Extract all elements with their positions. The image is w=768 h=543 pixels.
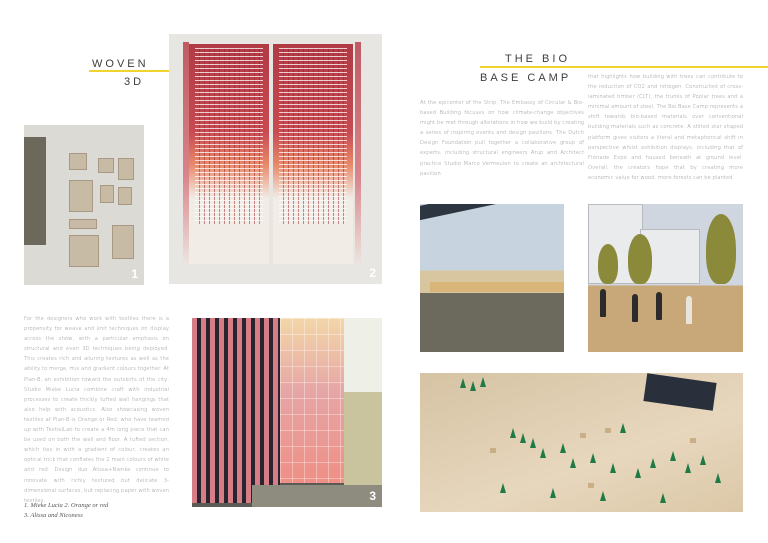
photo-captions (24, 501, 174, 521)
woven-panel-right (273, 44, 353, 264)
heading-line-1: THE BIO (505, 53, 571, 65)
photo-number: 1 (131, 267, 138, 281)
photo-visitors-trees (588, 204, 743, 352)
photo-3-woven-curtains (192, 318, 382, 507)
woven-body-text: For the designers who work with textiles there is a propensity for weave and knit techniques on display across the show, with a particular emphasis on structural and even 3D techniques being deployed. This creates rich and alluring textures as well as the ability to merge, mix and gradient colours together. At Plan-B, an exhibition toward the outskirts of the city, Studio Mieke Lucia combine craft with industrial processes to create thickly tufted wall hangings that also help with acoustics. Also showcasing woven textiles at Plan-B is Orange or Red, who have teamed up with TextielLab to create a 4m long piece that can be used on both the wall and floor. A tufted section, which ties in with a gradient of colour, creates an optical trick that conflates the 2 main colours of white and red. Design duo Alissa+Nienke continue to innovate with richly textured but delicate 3-dimensional surfaces, but replacing paper with woven textiles. (24, 316, 169, 504)
dark-panel (24, 137, 46, 245)
photo-1-wall-tiles (24, 125, 144, 285)
heading-line-1: WOVEN (92, 58, 149, 70)
photo-2-woven-hanging (169, 34, 382, 284)
caption-line-2: 3. Alissa and Niconess (24, 512, 83, 519)
bio-body-column-1: At the epicenter of the Strip, The Embassy of Circular & Bio-based Building focuses on how climate-change objectives might be met through alterations in how we build by creating a series of inspiring events and design pavilions. The Dutch Design Foundation pull together a collaborative group of experts, including structural engineers Arup and Architect practice Studio Marco Vermeulen to create an architectural pavilion (420, 100, 584, 177)
info-sign (643, 373, 716, 410)
photo-forest-model (420, 373, 743, 512)
heading-line-2: 3D (124, 76, 145, 88)
photo-number: 3 (369, 489, 376, 503)
caption-line-1: 1. Mieke Lucia 2. Orange or red (24, 502, 109, 509)
woven-panel-left (189, 44, 269, 264)
heading-line-2: BASE CAMP (480, 72, 572, 84)
photo-pavilion (420, 204, 564, 352)
accent-rule-right (480, 66, 768, 68)
photo-number: 2 (369, 266, 376, 280)
bio-body-column-2: that highlights how building with trees can contribute to the reduction of CO2 and nitrogen. Constructed of cross-laminated timber (CLT), the trunks of Poplar trees and a minimal amount of steel, The Bio Base Camp represents a shift towards bio-based materials over conventional building materials such as concrete. A stilted star shaped platform gives visitors a literal and metaphorical shift in perspective whilst exhibition displays, including that of Floriade Expo and housed beneath at ground level. Overall, the creators hope that by creating more economic value for wood, more forests can be planted. (588, 74, 743, 181)
